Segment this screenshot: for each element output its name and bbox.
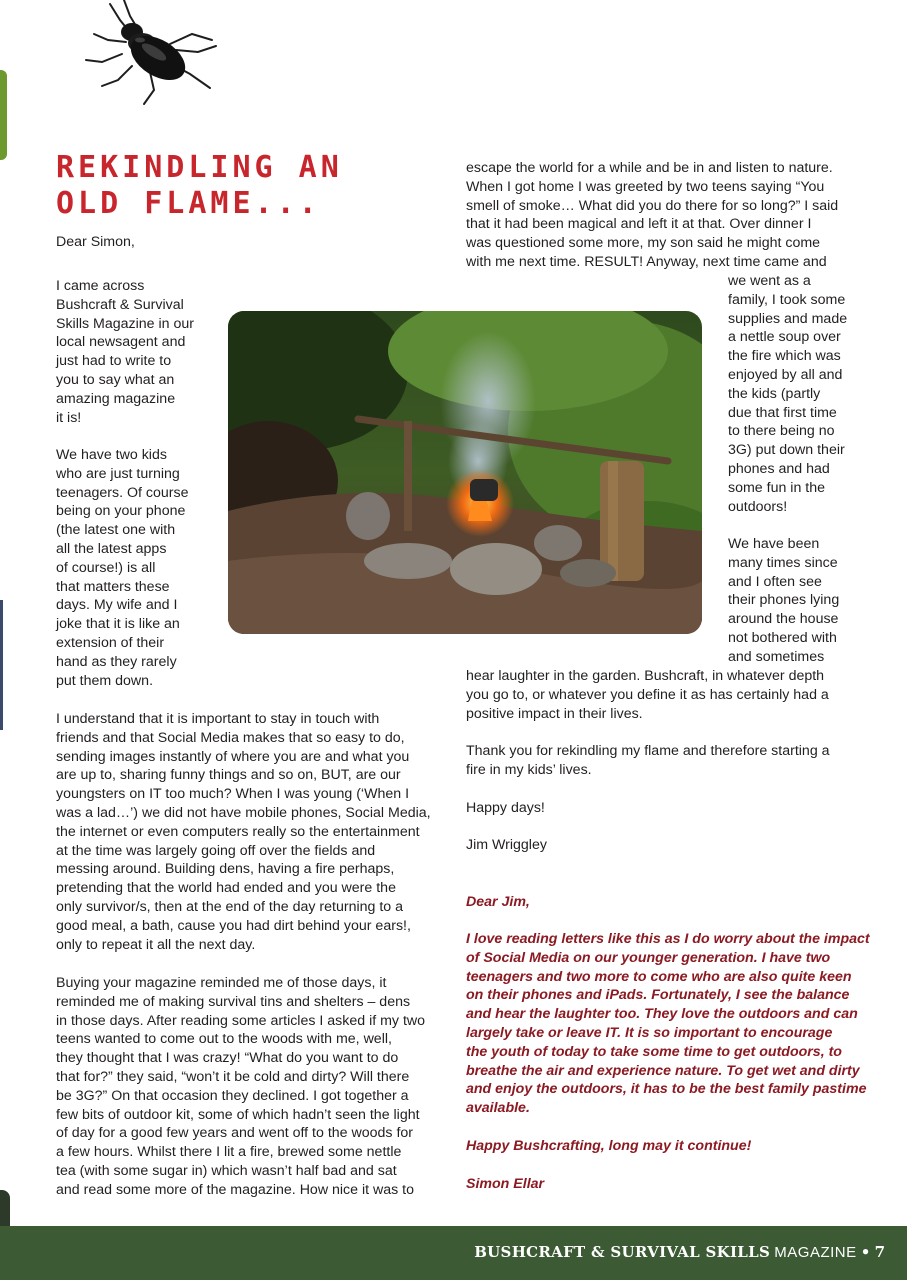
text-line: was questioned some more, my son said he might come	[466, 235, 821, 252]
text-line: and sometimes	[728, 648, 825, 665]
many-times-paragraph	[728, 535, 878, 667]
text-line: sending images instantly of where you are and what you	[56, 748, 410, 765]
reply-body	[466, 930, 876, 1118]
text-line: and hear the laughter too. They love the outdoors and can	[466, 1006, 858, 1023]
text-line: that matters these	[56, 578, 170, 595]
text-line: not bothered with	[728, 629, 837, 646]
footer-brand: BUSHCRAFT & SURVIVAL SKILLS	[474, 1243, 771, 1261]
text-line: joke that it is like an	[56, 616, 180, 633]
text-line: I love reading letters like this as I do worry about the impact	[466, 931, 870, 947]
text-line: the youth of today to take some time to get outdoors, to	[466, 1043, 842, 1060]
text-line: reminded me of making survival tins and shelters – dens	[56, 993, 411, 1010]
text-line: they thought that I was crazy! “What do you want to do	[56, 1050, 399, 1067]
text-line: of course!) is all	[56, 559, 156, 576]
text-line: extension of their	[56, 634, 165, 651]
happy-days: Happy days!	[466, 800, 545, 816]
text-line: tea (with some sugar in) which wasn’t half bad and sat	[56, 1162, 397, 1179]
text-line: few bits of outdoor kit, some of which hadn’t seen the light	[56, 1106, 420, 1123]
text-line: be 3G?” On that occasion they declined. I got together a	[56, 1087, 409, 1104]
text-line: smell of smoke… What did you do there for so long?” I said	[466, 197, 839, 214]
text-line: teens wanted to come out to the woods with me, well,	[56, 1031, 392, 1048]
reply-greeting: Dear Jim,	[466, 894, 530, 910]
text-line: When I got home I was greeted by two teens saying “You	[466, 178, 825, 195]
text-line: largely take or leave IT. It is so important to encourage	[466, 1024, 833, 1041]
text-line: are up to, sharing funny things and so on, BUT, are our	[56, 767, 401, 784]
text-line: a nettle soup over	[728, 329, 841, 346]
text-line: messing around. Building dens, having a fire perhaps,	[56, 861, 395, 878]
thanks-paragraph	[466, 742, 866, 780]
intro-paragraph	[56, 277, 206, 427]
text-line: at the time was largely going off over the fields and	[56, 842, 376, 859]
text-line: and enjoy the outdoors, it has to be the best family pastime	[466, 1081, 867, 1098]
text-line: with me next time. RESULT! Anyway, next time came and	[466, 253, 827, 270]
text-line: available.	[466, 1100, 530, 1117]
text-line: family, I took some	[728, 291, 846, 308]
text-line: on their phones and iPads. Fortunately, I see the balance	[466, 987, 850, 1004]
text-line: We have two kids	[56, 447, 167, 463]
text-line: you to say what an	[56, 371, 175, 388]
letter-greeting: Dear Simon,	[56, 234, 135, 250]
text-line: escape the world for a while and be in and listen to nature.	[466, 160, 833, 176]
text-line: only to repeat it all the next day.	[56, 936, 256, 953]
text-line: pretending that the world had ended and you were the	[56, 880, 396, 897]
text-line: of day for a good few years and went off to the woods for	[56, 1125, 414, 1142]
text-line: around the house	[728, 611, 839, 628]
text-line: phones and had	[728, 460, 830, 477]
text-line: teenagers and two more to come who are also quite keen	[466, 968, 852, 985]
reply-closing: Happy Bushcrafting, long may it continue!	[466, 1138, 752, 1154]
text-line: we went as a	[728, 273, 811, 289]
text-line: Bushcraft & Survival	[56, 296, 184, 313]
footer-label	[474, 1243, 885, 1261]
text-line: just had to write to	[56, 353, 172, 370]
text-line: good meal, a bath, cause you had dirt behind your ears!,	[56, 917, 411, 934]
text-line: amazing magazine	[56, 390, 176, 407]
text-line: (the latest one with	[56, 522, 176, 539]
letter-signature: Jim Wriggley	[466, 837, 547, 853]
text-line: being on your phone	[56, 503, 186, 520]
text-line: of Social Media on our younger generation. I have two	[466, 949, 831, 966]
text-line: it is!	[56, 409, 82, 426]
text-line: enjoyed by all and	[728, 366, 843, 383]
text-line: was a lad…’) we did not have mobile phones, Social Media,	[56, 804, 431, 821]
laughter-paragraph	[466, 667, 866, 723]
edge-decoration-bottom	[0, 1190, 10, 1230]
footer-bar	[0, 1226, 907, 1280]
text-line: many times since	[728, 554, 838, 571]
footer-magazine: MAGAZINE	[774, 1244, 857, 1261]
buying-paragraph	[56, 974, 451, 1200]
text-line: all the latest apps	[56, 540, 167, 557]
text-line: the fire which was	[728, 348, 841, 365]
text-line: you go to, or whatever you define it as has certainly had a	[466, 686, 829, 703]
family-paragraph	[728, 272, 878, 516]
text-line: hand as they rarely	[56, 653, 177, 670]
text-line: only survivor/s, then at the end of the day returning to a	[56, 898, 404, 915]
edge-decoration-strip	[0, 600, 3, 730]
text-line: that for?” they said, “won’t it be cold and dirty? Will there	[56, 1068, 410, 1085]
text-line: fire in my kids’ lives.	[466, 761, 592, 778]
text-line: youngsters on IT too much? When I was young (‘When I	[56, 786, 410, 803]
text-line: I understand that it is important to stay in touch with	[56, 711, 380, 727]
reply-signature: Simon Ellar	[466, 1176, 545, 1192]
text-line: We have been	[728, 536, 820, 552]
campfire-photo	[228, 311, 702, 634]
text-line: and I often see	[728, 573, 822, 590]
edge-decoration-leaf	[0, 70, 7, 160]
understand-paragraph	[56, 710, 451, 954]
text-line: 3G) put down their	[728, 442, 845, 459]
article-title: REKINDLING AN OLD FLAME...	[56, 150, 343, 221]
text-line: a few hours. Whilst there I lit a fire, brewed some nettle	[56, 1144, 402, 1161]
text-line: friends and that Social Media makes that so easy to do,	[56, 729, 405, 746]
footer-separator: •	[860, 1243, 871, 1261]
text-line: to there being no	[728, 423, 835, 440]
text-line: due that first time	[728, 404, 837, 421]
text-line: the kids (partly	[728, 385, 821, 402]
text-line: breathe the air and experience nature. To get wet and dirty	[466, 1062, 860, 1079]
text-line: Buying your magazine reminded me of those days, it	[56, 975, 387, 991]
text-line: outdoors!	[728, 498, 788, 515]
kids-paragraph	[56, 446, 206, 690]
text-line: and read some more of the magazine. How nice it was to	[56, 1181, 415, 1198]
text-line: positive impact in their lives.	[466, 705, 643, 722]
text-line: teenagers. Of course	[56, 484, 189, 501]
text-line: put them down.	[56, 672, 154, 689]
text-line: hear laughter in the garden. Bushcraft, in whatever depth	[466, 668, 825, 684]
text-line: Thank you for rekindling my flame and therefore starting a	[466, 743, 830, 759]
text-line: I came across	[56, 278, 145, 294]
text-line: the internet or even computers really so the entertainment	[56, 823, 420, 840]
text-line: that it had been magical and left it at that. Over dinner I	[466, 216, 812, 233]
text-line: local newsagent and	[56, 334, 186, 351]
text-line: their phones lying	[728, 592, 840, 609]
text-line: days. My wife and I	[56, 597, 178, 614]
text-line: in those days. After reading some articles I asked if my two	[56, 1012, 426, 1029]
escape-paragraph	[466, 159, 866, 272]
page-number: 7	[874, 1243, 885, 1261]
text-line: some fun in the	[728, 479, 826, 496]
beetle-illustration	[72, 0, 232, 112]
text-line: supplies and made	[728, 310, 848, 327]
text-line: Skills Magazine in our	[56, 315, 194, 332]
text-line: who are just turning	[56, 465, 180, 482]
